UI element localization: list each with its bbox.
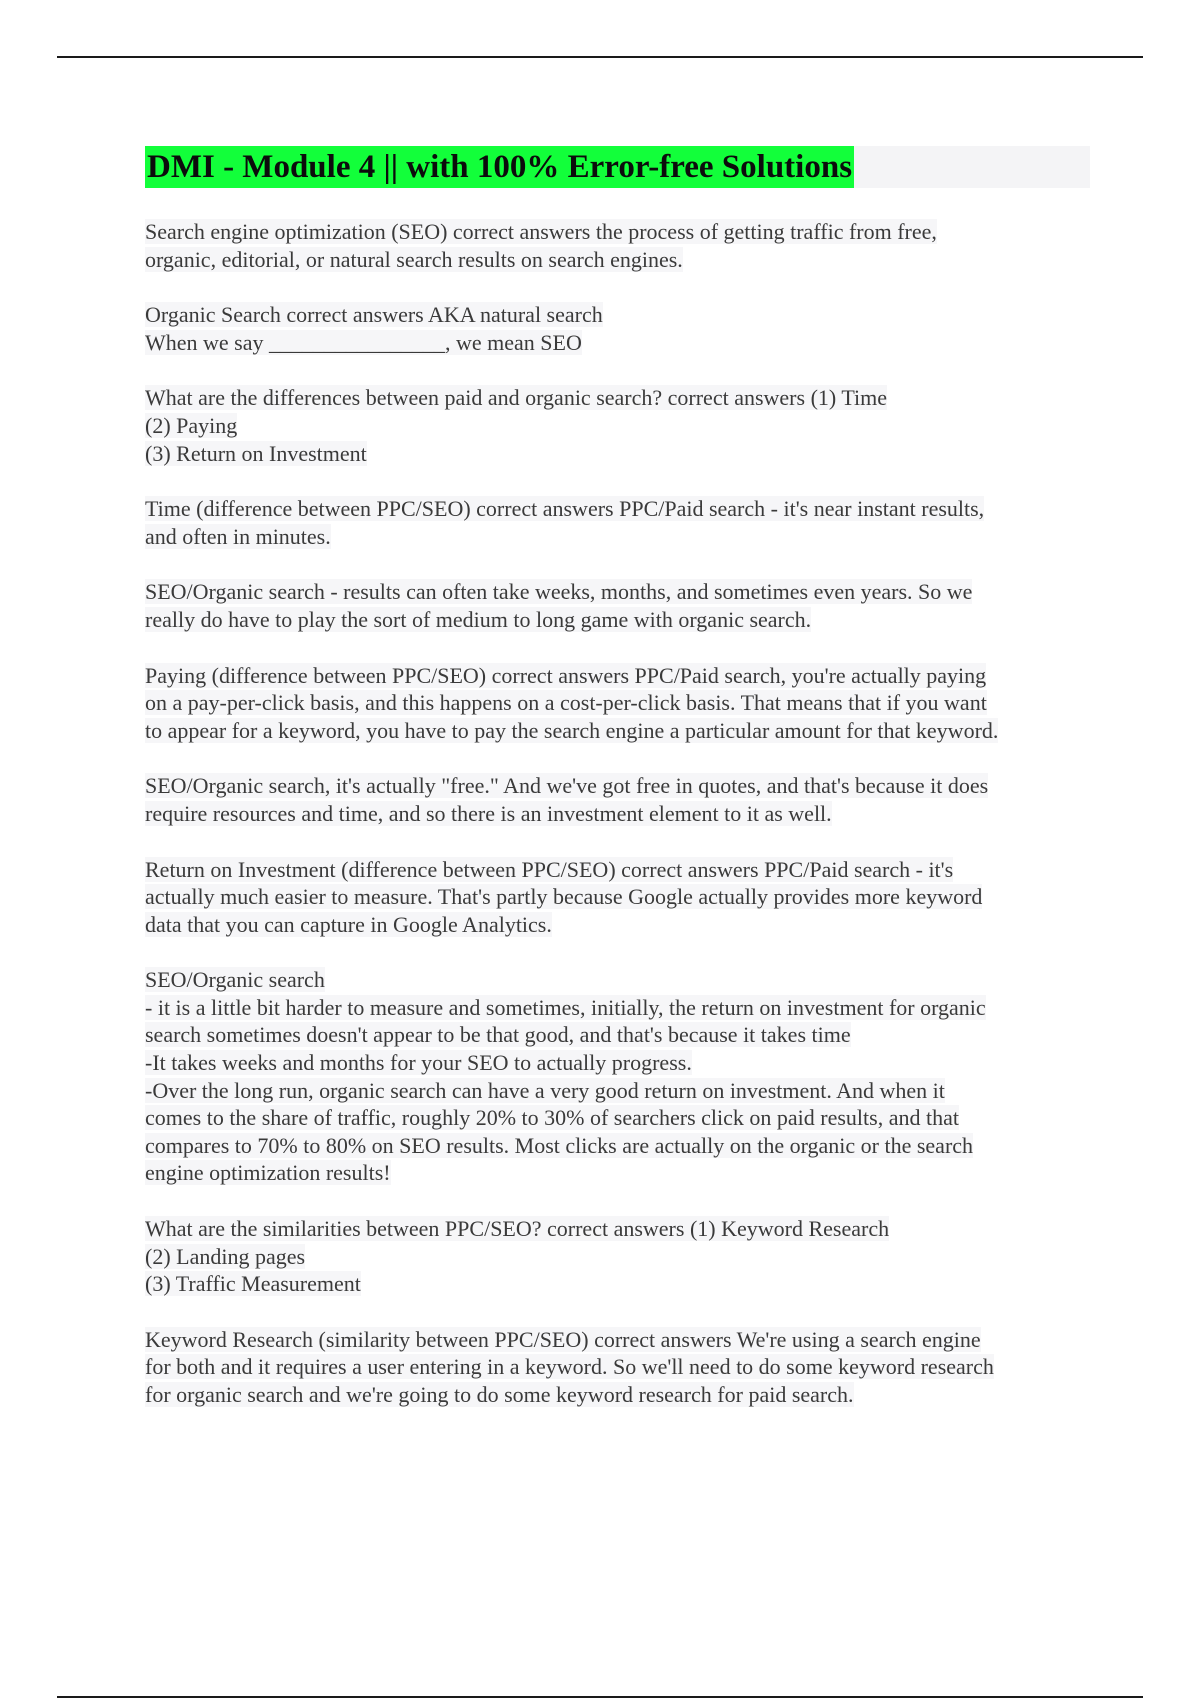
text-line [145, 218, 1090, 246]
paragraph [145, 301, 1090, 356]
text-line [145, 606, 1090, 634]
paragraph [145, 578, 1090, 633]
text-line-content: Search engine optimization (SEO) correct answers the process of getting traffic from free, [145, 219, 937, 244]
text-line-content: SEO/Organic search, it's actually "free." And we've got free in quotes, and that's because it does [145, 773, 989, 799]
text-line-content: - it is a little bit harder to measure and sometimes, initially, the return on investment for organic [145, 994, 986, 1020]
paragraph [145, 966, 1090, 1187]
text-line [145, 578, 1090, 606]
text-line [145, 1353, 1090, 1381]
text-line-content: require resources and time, and so there is an investment element to it as well. [145, 800, 832, 826]
document-body [145, 146, 1090, 1437]
text-line-content: What are the differences between paid and organic search? correct answers (1) Time [145, 385, 887, 411]
text-line-content: Keyword Research (similarity between PPC/SEO) correct answers We're using a search engine [145, 1326, 981, 1352]
text-line [145, 1326, 1090, 1354]
paragraph [145, 495, 1090, 550]
text-line [145, 911, 1090, 939]
text-line-content: for organic search and we're going to do some keyword research for paid search. [145, 1382, 854, 1407]
text-line-content: Return on Investment (difference between PPC/SEO) correct answers PPC/Paid search - it's [145, 856, 954, 882]
paragraph [145, 384, 1090, 467]
text-line-content: compares to 70% to 80% on SEO results. Most clicks are actually on the organic or the search [145, 1132, 974, 1158]
text-line-content: SEO/Organic search [145, 967, 325, 993]
paragraph [145, 1215, 1090, 1298]
text-line-content: for both and it requires a user entering in a keyword. So we'll need to do some keyword research [145, 1354, 994, 1380]
text-line-content: data that you can capture in Google Analytics. [145, 911, 552, 937]
text-line [145, 329, 1090, 357]
text-line-content: to appear for a keyword, you have to pay the search engine a particular amount for that keyword. [145, 717, 999, 743]
text-line [145, 717, 1090, 745]
text-line-content: Paying (difference between PPC/SEO) correct answers PPC/Paid search, you're actually paying [145, 662, 987, 688]
text-line [145, 523, 1090, 551]
text-line [145, 1270, 1090, 1298]
paragraph-list [145, 218, 1090, 1409]
text-line [145, 1381, 1090, 1409]
document-title: DMI - Module 4 || with 100% Error-free Solutions [145, 146, 854, 188]
paragraph [145, 662, 1090, 745]
text-line-content: Organic Search correct answers AKA natural search [145, 302, 603, 328]
text-line [145, 994, 1090, 1022]
text-line [145, 662, 1090, 690]
text-line [145, 800, 1090, 828]
header-rule [57, 56, 1143, 58]
text-line [145, 772, 1090, 800]
text-line-content: What are the similarities between PPC/SEO? correct answers (1) Keyword Research [145, 1216, 890, 1242]
text-line-content: organic, editorial, or natural search results on search engines. [145, 246, 683, 272]
text-line-content: Time (difference between PPC/SEO) correct answers PPC/Paid search - it's near instant results, [145, 496, 985, 522]
footer-rule [57, 1696, 1143, 1698]
text-line [145, 301, 1090, 329]
paragraph [145, 856, 1090, 939]
text-line [145, 1243, 1090, 1271]
text-line-content: search sometimes doesn't appear to be that good, and that's because it takes time [145, 1022, 851, 1048]
text-line [145, 883, 1090, 911]
text-line-content: on a pay-per-click basis, and this happens on a cost-per-click basis. That means that if you want [145, 690, 987, 716]
title-row [145, 146, 1090, 188]
text-line [145, 495, 1090, 523]
text-line [145, 1159, 1090, 1187]
paragraph [145, 218, 1090, 273]
text-line [145, 440, 1090, 468]
text-line-content: really do have to play the sort of medium to long game with organic search. [145, 606, 812, 632]
text-line-content: (2) Landing pages [145, 1243, 306, 1269]
text-line [145, 384, 1090, 412]
text-line-content: (2) Paying [145, 412, 238, 438]
text-line-content: -It takes weeks and months for your SEO to actually progress. [145, 1050, 692, 1076]
text-line [145, 856, 1090, 884]
text-line [145, 1021, 1090, 1049]
text-line [145, 1132, 1090, 1160]
text-line [145, 966, 1090, 994]
text-line-content: When we say ________________, we mean SEO [145, 329, 582, 355]
paragraph [145, 772, 1090, 827]
text-line [145, 1049, 1090, 1077]
paragraph [145, 1326, 1090, 1409]
text-line [145, 689, 1090, 717]
text-line [145, 412, 1090, 440]
text-line [145, 1215, 1090, 1243]
text-line [145, 246, 1090, 274]
text-line [145, 1104, 1090, 1132]
text-line-content: (3) Return on Investment [145, 440, 367, 466]
text-line [145, 1077, 1090, 1105]
text-line-content: SEO/Organic search - results can often take weeks, months, and sometimes even years. So we [145, 579, 973, 605]
text-line-content: and often in minutes. [145, 523, 331, 549]
text-line-content: engine optimization results! [145, 1160, 391, 1186]
text-line-content: actually much easier to measure. That's partly because Google actually provides more keyword [145, 884, 983, 910]
text-line-content: -Over the long run, organic search can have a very good return on investment. And when it [145, 1077, 945, 1103]
text-line-content: comes to the share of traffic, roughly 20% to 30% of searchers click on paid results, and that [145, 1105, 959, 1131]
text-line-content: (3) Traffic Measurement [145, 1271, 361, 1297]
